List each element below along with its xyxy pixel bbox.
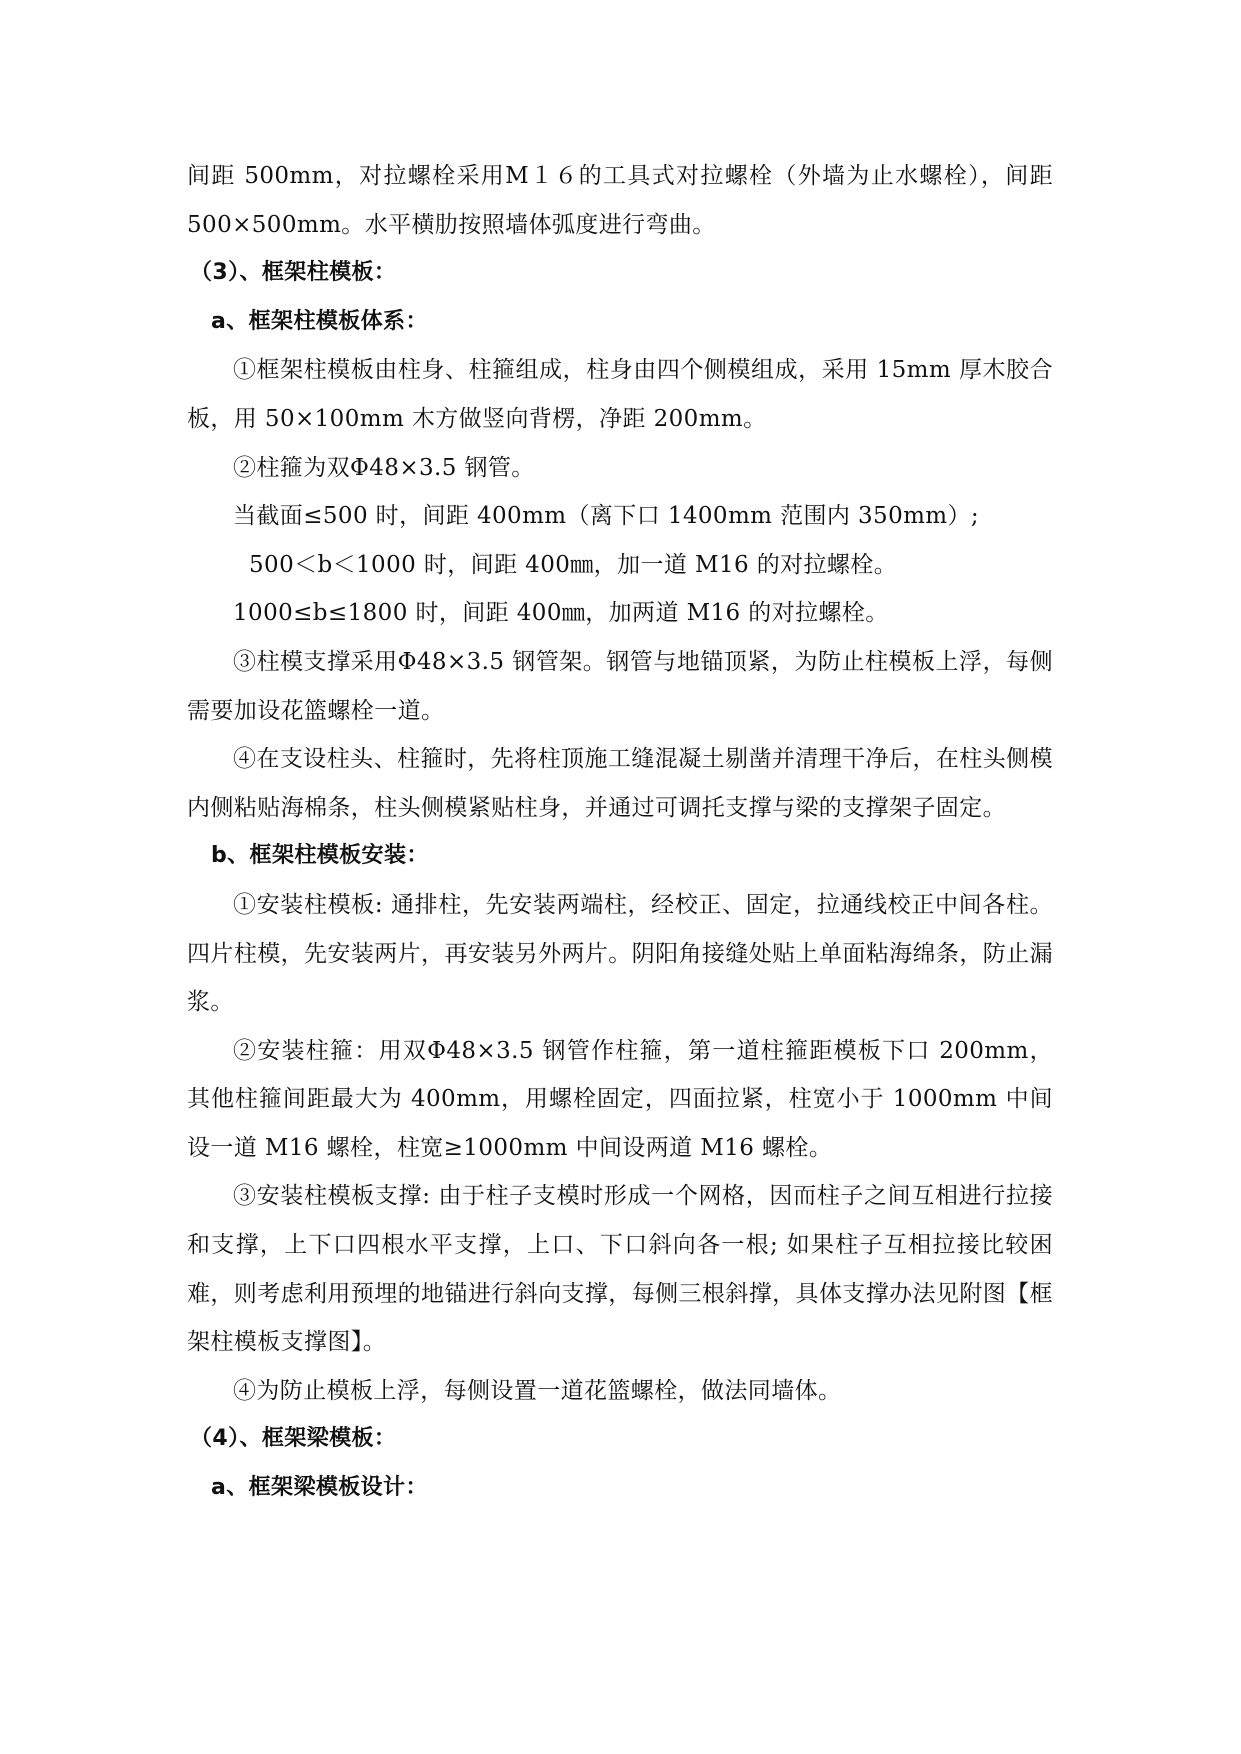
section-heading-beam-formwork: （4）、框架梁模板：	[190, 1426, 397, 1452]
paragraph-hoop-spacing-large: 1000≤b≤1800 时，间距 400㎜，加两道 M16 的对拉螺栓。	[233, 600, 889, 627]
paragraph-column-hoop: ②柱箍为双Φ48×3.5 钢管。	[233, 454, 535, 481]
document-body	[187, 152, 1053, 1513]
subsection-heading-column-install: b、框架柱模板安装：	[211, 843, 429, 869]
paragraph-install-hoop: ②安装柱箍：用双Φ48×3.5 钢管作柱箍，第一道柱箍距模板下口 200mm，其他柱箍间距最大为 400mm，用螺栓固定，四面拉紧，柱宽小于 1000mm 中间设一道 M16 螺栓，柱宽≥1000mm 中间设两道 M16 螺栓。	[187, 1037, 1053, 1161]
paragraph-wall-bolt-spacing: 间距 500mm，对拉螺栓采用M１６的工具式对拉螺栓（外墙为止水螺栓），间距 500×500mm。水平横肋按照墙体弧度进行弯曲。	[187, 163, 1053, 238]
paragraph-install-formwork: ①安装柱模板: 通排柱，先安装两端柱，经校正、固定，拉通线校正中间各柱。四片柱模，先安装两片，再安装另外两片。阴阳角接缝处贴上单面粘海绵条，防止漏浆。	[187, 891, 1053, 1016]
paragraph-anti-float: ④为防止模板上浮，每侧设置一道花篮螺栓，做法同墙体。	[233, 1377, 842, 1404]
section-heading-column-formwork: （3）、框架柱模板：	[190, 260, 397, 286]
paragraph-column-head: ④在支设柱头、柱箍时，先将柱顶施工缝混凝土剔凿并清理干净后，在柱头侧模内侧粘贴海棉条，柱头侧模紧贴柱身，并通过可调托支撑与梁的支撑架子固定。	[187, 746, 1053, 821]
subsection-heading-column-system: a、框架柱模板体系：	[211, 308, 428, 334]
paragraph-install-support: ③安装柱模板支撑: 由于柱子支模时形成一个网格，因而柱子之间互相进行拉接和支撑，上下口四根水平支撑，上口、下口斜向各一根; 如果柱子互相拉接比较困难，则考虑利用预埋的地锚进行斜向支撑，每侧三根斜撑，具体支撑办法见附图【框架柱模板支撑图】。	[187, 1183, 1053, 1356]
paragraph-hoop-spacing-medium: 500＜b＜1000 时，间距 400㎜，加一道 M16 的对拉螺栓。	[249, 551, 898, 578]
subsection-heading-beam-design: a、框架梁模板设计：	[211, 1475, 428, 1501]
paragraph-column-composition: ①框架柱模板由柱身、柱箍组成，柱身由四个侧模组成，采用 15mm 厚木胶合板，用 50×100mm 木方做竖向背楞，净距 200mm。	[187, 357, 1053, 432]
paragraph-column-support: ③柱模支撑采用Φ48×3.5 钢管架。钢管与地锚顶紧，为防止柱模板上浮，每侧需要加设花篮螺栓一道。	[187, 648, 1053, 724]
paragraph-hoop-spacing-small: 当截面≤500 时，间距 400mm（离下口 1400mm 范围内 350mm）;	[233, 503, 980, 530]
